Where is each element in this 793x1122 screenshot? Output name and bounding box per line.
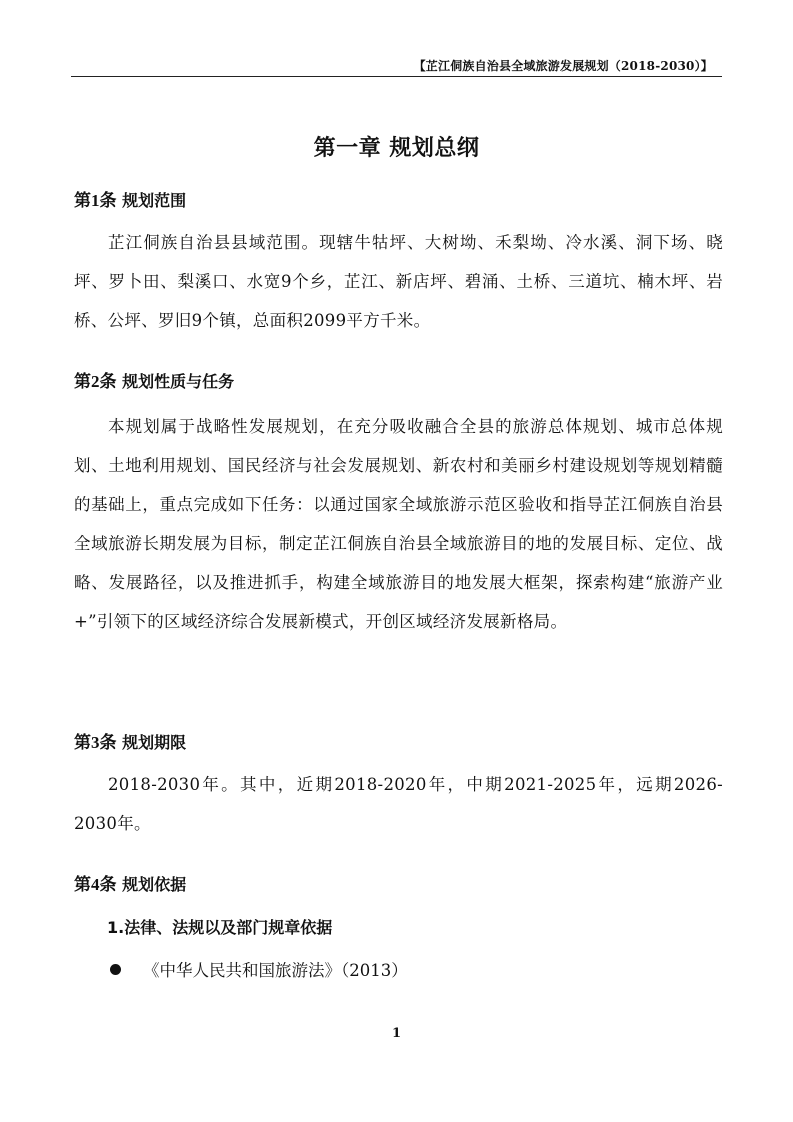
article-3-body: 2018-2030年。其中，近期2018-2020年，中期2021-2025年，远期2026-2030年。 <box>74 775 723 833</box>
article-1-heading <box>74 186 186 211</box>
article-4-title: 规划依据 <box>122 875 187 894</box>
list-item-text: 《中华人民共和国旅游法》（2013） <box>143 961 408 980</box>
section-subheading: 1.法律、法规以及部门规章依据 <box>107 918 333 937</box>
chapter-title: 第一章 规划总纲 <box>313 136 480 161</box>
list-item <box>110 957 408 981</box>
article-4-number: 第4条 <box>74 875 117 894</box>
article-2-heading <box>74 367 234 392</box>
page-number: 1 <box>391 1026 402 1041</box>
running-header: 【芷江侗族自治县全域旅游发展规划（2018-2030）】 <box>413 59 713 73</box>
article-1-number: 第1条 <box>74 191 117 210</box>
article-4-heading <box>74 870 186 895</box>
article-2-body: 本规划属于战略性发展规划，在充分吸收融合全县的旅游总体规划、城市总体规划、土地利用规划、国民经济与社会发展规划、新农村和美丽乡村建设规划等规划精髓的基础上，重点完成如下任务：以通过国家全域旅游示范区验收和指导芷江侗族自治县全域旅游长期发展为目标，制定芷江侗族自治县全域旅游目的地的发展目标、定位、战略、发展路径，以及推进抓手，构建全域旅游目的地发展大框架，探索构建“旅游产业+”引领下的区域经济综合发展新模式，开创区域经济发展新格局。 <box>74 417 723 631</box>
article-3-heading <box>74 728 186 753</box>
header-rule <box>71 76 722 77</box>
article-1-title: 规划范围 <box>122 191 187 210</box>
article-3-title: 规划期限 <box>122 733 187 752</box>
article-1-body: 芷江侗族自治县县域范围。现辖牛牯坪、大树坳、禾梨坳、冷水溪、洞下场、晓坪、罗卜田、梨溪口、水宽9个乡，芷江、新店坪、碧涌、土桥、三道坑、楠木坪、岩桥、公坪、罗旧9个镇，总面积2099平方千米。 <box>74 233 723 330</box>
article-2-title: 规划性质与任务 <box>122 372 235 391</box>
article-3-number: 第3条 <box>74 733 117 752</box>
article-2-number: 第2条 <box>74 372 117 391</box>
bullet-icon <box>110 964 121 975</box>
